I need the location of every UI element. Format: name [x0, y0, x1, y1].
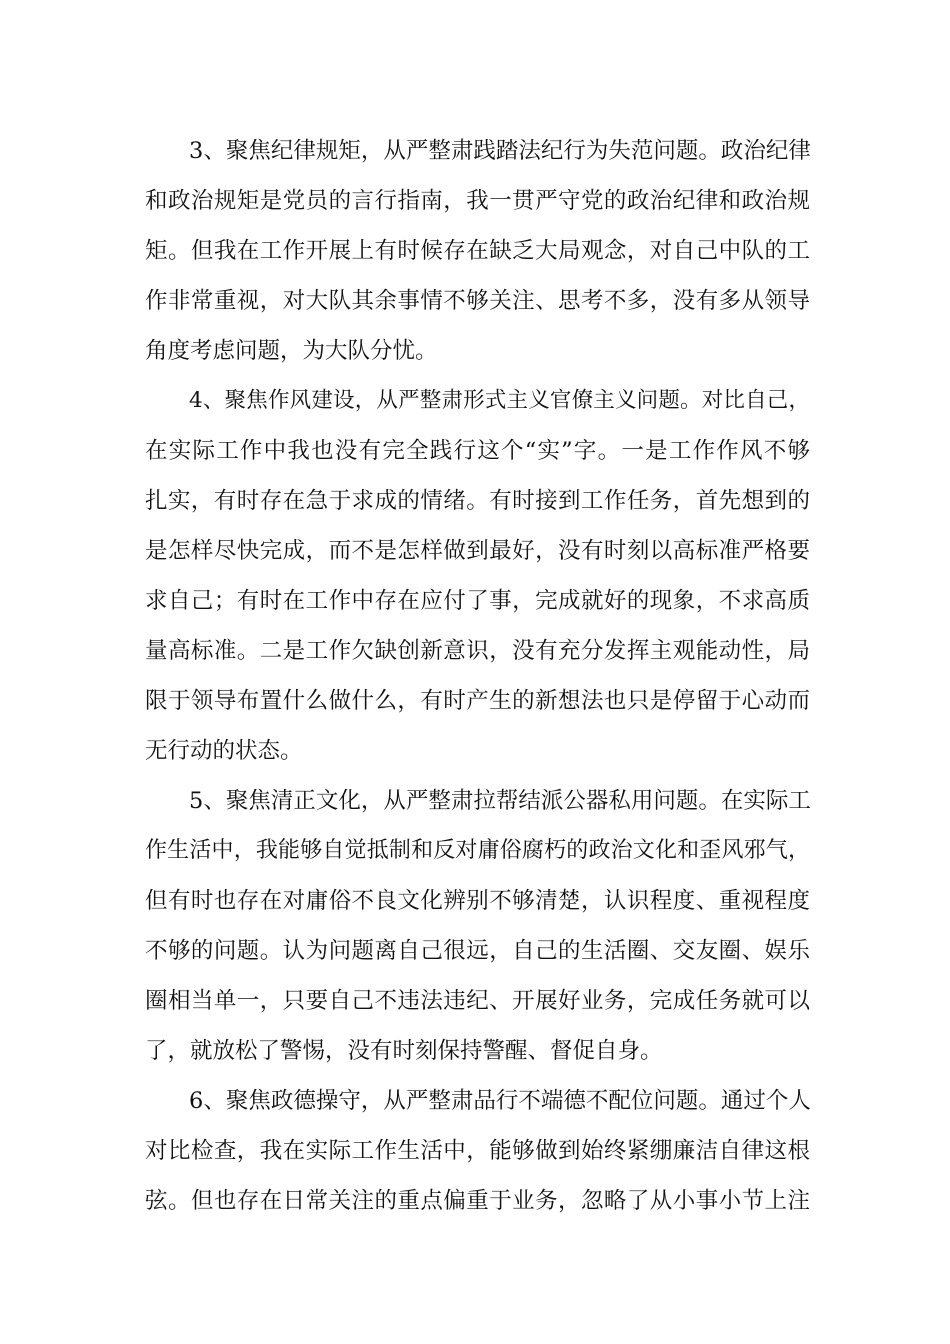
text-line: 限于领导布置什么做什么，有时产生的新想法也只是停留于心动而: [145, 688, 810, 714]
text-line: 矩。但我在工作开展上有时候存在缺乏大局观念，对自己中队的工: [145, 238, 810, 264]
text-line: 作非常重视，对大队其余事情不够关注、思考不多，没有多从领导: [145, 288, 810, 314]
text-line: 5、聚焦清正文化，从严整肃拉帮结派公器私用问题。在实际工: [189, 788, 811, 814]
text-line: 角度考虑问题，为大队分忧。: [145, 338, 438, 364]
text-line: 在实际工作中我也没有完全践行这个“实”字。一是工作作风不够: [145, 438, 810, 464]
text-line: 6、聚焦政德操守，从严整肃品行不端德不配位问题。通过个人: [189, 1088, 811, 1114]
text-line: 作生活中，我能够自觉抵制和反对庸俗腐朽的政治文化和歪风邪气，: [145, 838, 810, 863]
text-line: 求自己；有时在工作中存在应付了事，完成就好的现象，不求高质: [145, 588, 810, 614]
text-line: 3、聚焦纪律规矩，从严整肃践踏法纪行为失范问题。政治纪律: [189, 138, 811, 164]
text-line: 不够的问题。认为问题离自己很远，自己的生活圈、交友圈、娱乐: [145, 938, 810, 964]
text-line: 扎实，有时存在急于求成的情绪。有时接到工作任务，首先想到的: [145, 488, 810, 514]
text-line: 对比检查，我在实际工作生活中，能够做到始终紧绷廉洁自律这根: [145, 1138, 810, 1164]
text-line: 无行动的状态。: [145, 738, 303, 764]
text-line: 了，就放松了警惕，没有时刻保持警醒、督促自身。: [145, 1038, 663, 1064]
text-line: 和政治规矩是党员的言行指南，我一贯严守党的政治纪律和政治规: [145, 188, 810, 214]
text-line: 圈相当单一，只要自己不违法违纪、开展好业务，完成任务就可以: [145, 988, 810, 1014]
text-line: 弦。但也存在日常关注的重点偏重于业务，忽略了从小事小节上注: [145, 1188, 810, 1214]
text-line: 量高标准。二是工作欠缺创新意识，没有充分发挥主观能动性，局: [145, 638, 810, 664]
text-line: 但有时也存在对庸俗不良文化辨别不够清楚，认识程度、重视程度: [145, 888, 810, 914]
text-line: 是怎样尽快完成，而不是怎样做到最好，没有时刻以高标准严格要: [145, 538, 810, 564]
text-line: 4、聚焦作风建设，从严整肃形式主义官僚主义问题。对比自己，: [189, 388, 810, 413]
